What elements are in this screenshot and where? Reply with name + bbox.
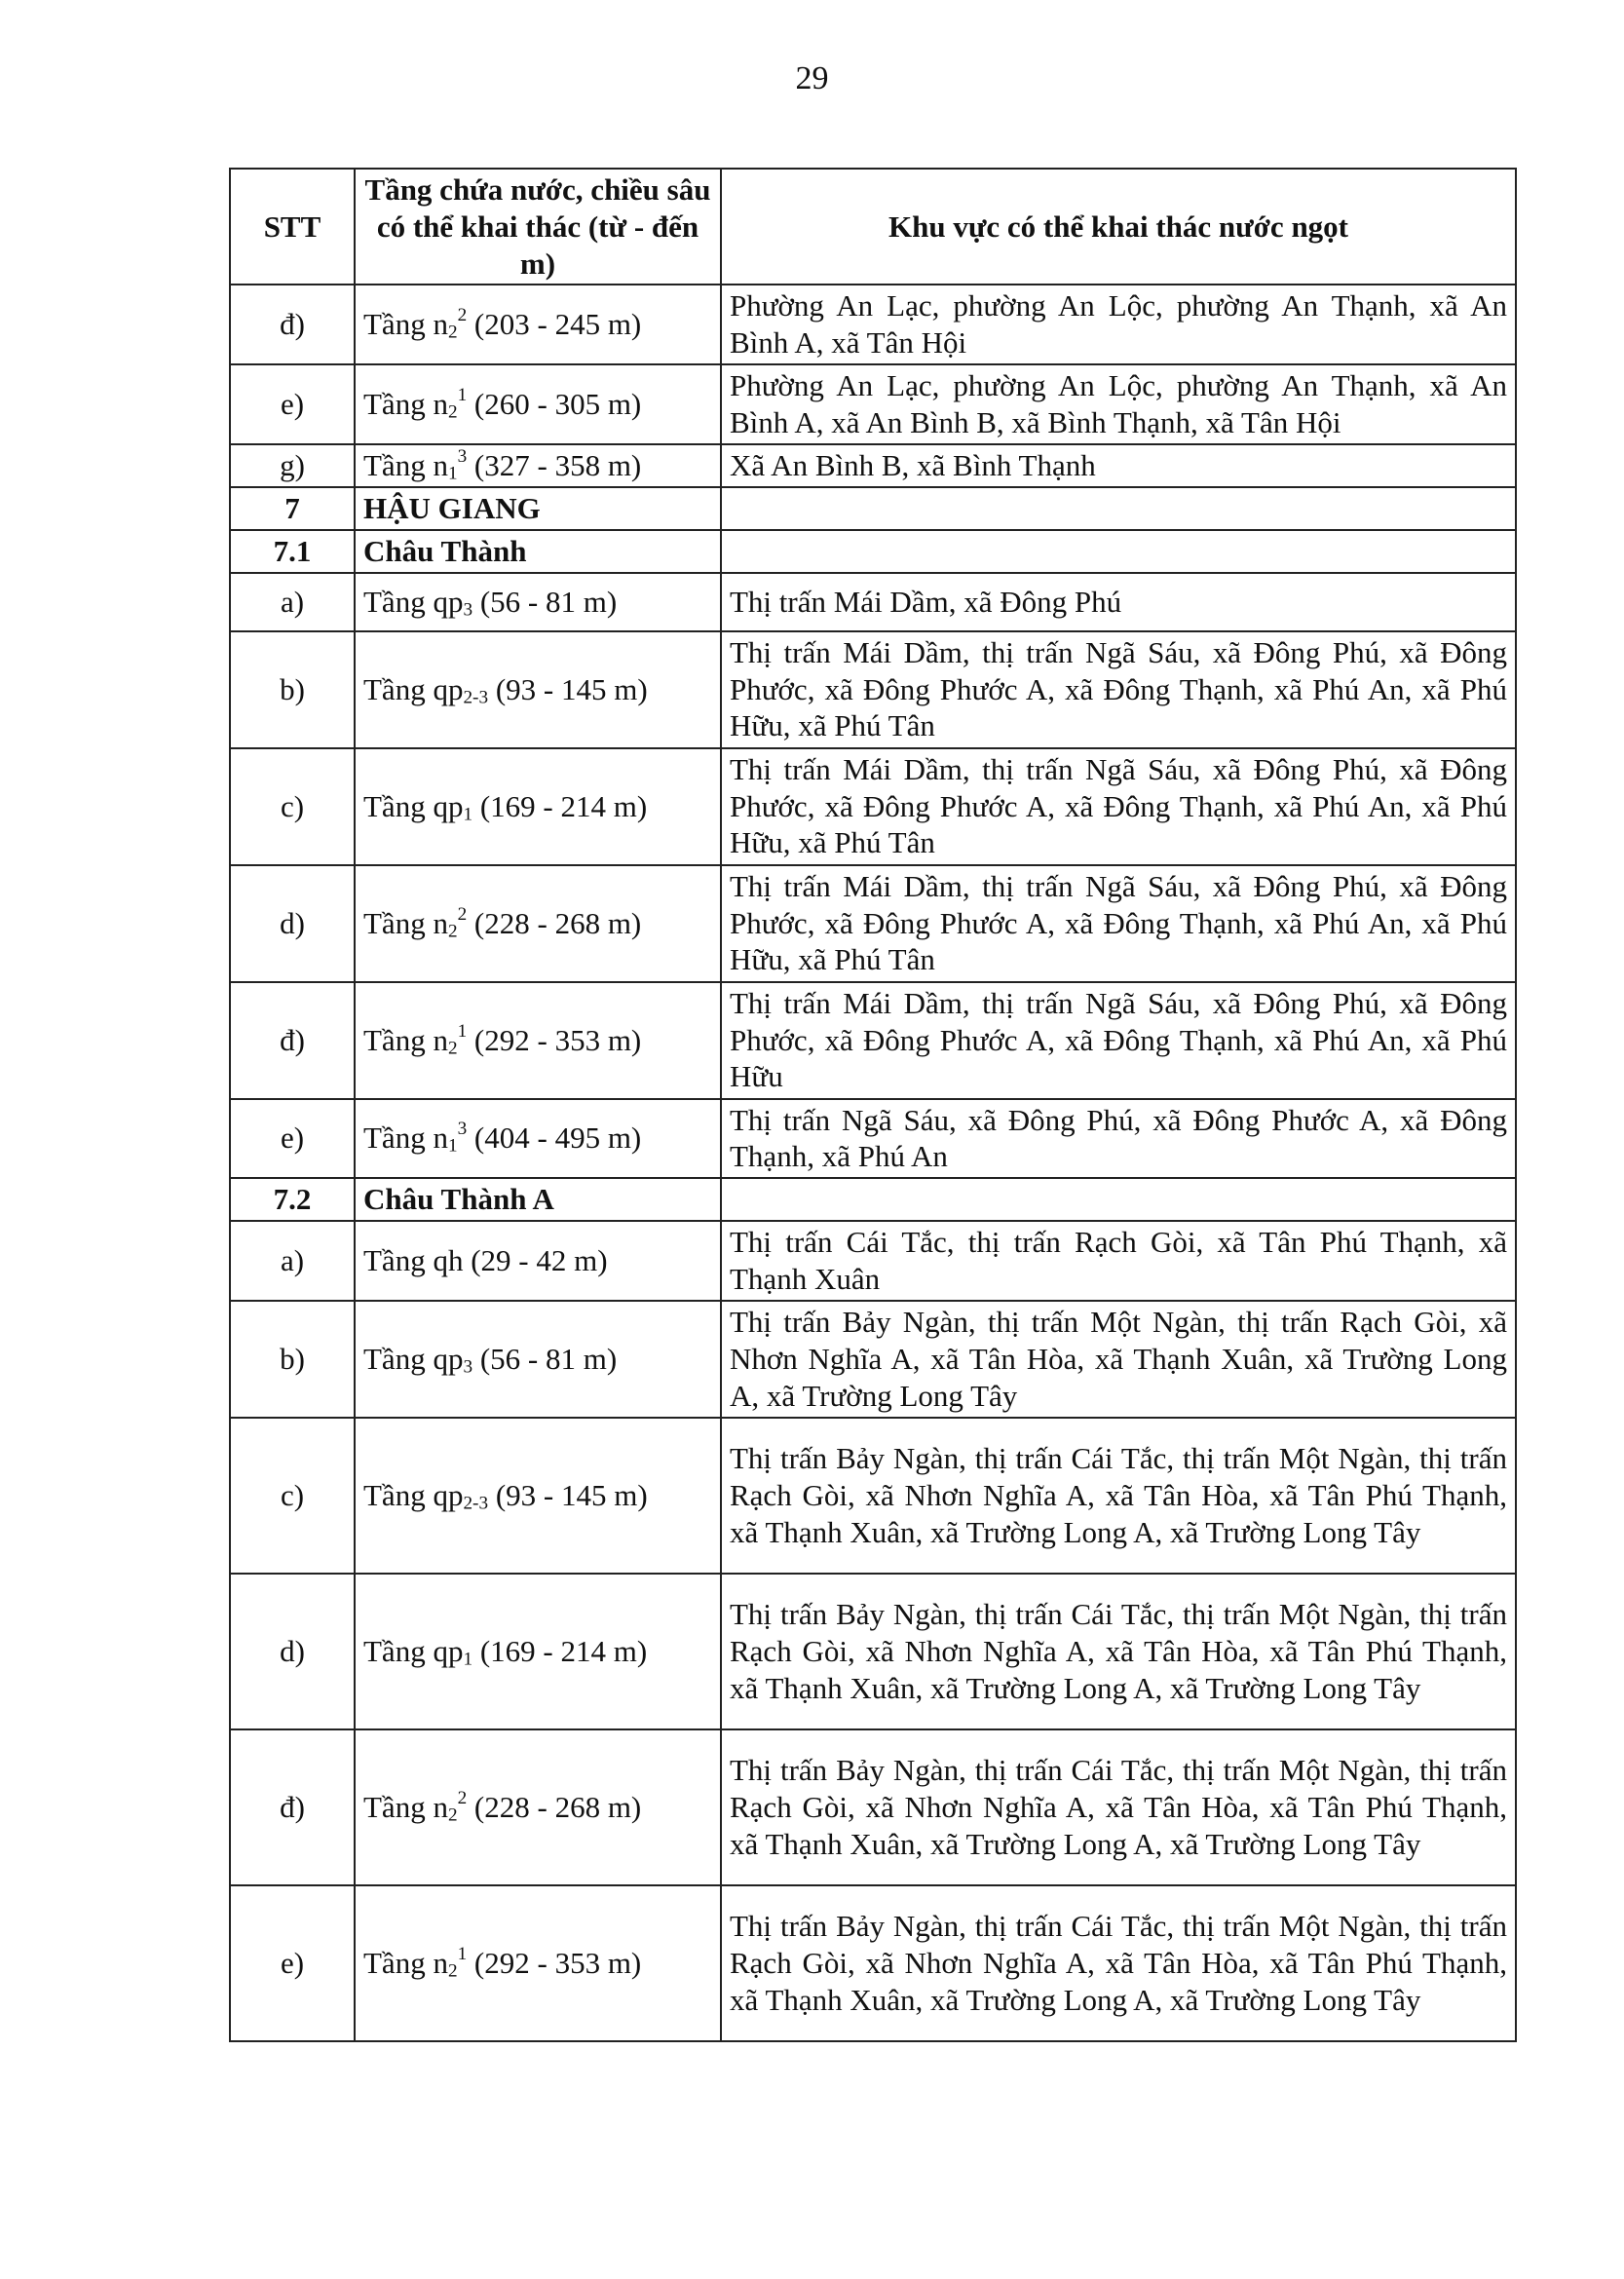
- area-cell: Phường An Lạc, phường An Lộc, phường An Thạnh, xã An Bình A, xã Tân Hội: [721, 285, 1516, 364]
- table-row: [230, 1729, 1516, 1885]
- table-row: [230, 865, 1516, 982]
- stt-cell: e): [230, 364, 355, 444]
- area-cell: Thị trấn Cái Tắc, thị trấn Rạch Gòi, xã Tân Phú Thạnh, xã Thạnh Xuân: [721, 1221, 1516, 1301]
- stt-cell: e): [230, 1885, 355, 2041]
- table-row: [230, 573, 1516, 631]
- stt-cell: d): [230, 865, 355, 982]
- stt-cell: đ): [230, 285, 355, 364]
- group-row: [230, 487, 1516, 530]
- table-row: [230, 1099, 1516, 1179]
- empty-area-cell: [721, 530, 1516, 573]
- stt-cell: 7.2: [230, 1178, 355, 1221]
- area-cell: Thị trấn Bảy Ngàn, thị trấn Cái Tắc, thị trấn Một Ngàn, thị trấn Rạch Gòi, xã Nhơn Nghĩa A, xã Tân Hòa, xã Tân Phú Thạnh, xã Thạnh Xuân, xã Trường Long A, xã Trường Long Tây: [721, 1729, 1516, 1885]
- layer-cell: Tầng $n_2^1$ (292 - 353 m): [355, 1885, 721, 2041]
- layer-subscript: 2: [447, 322, 458, 343]
- layer-cell: Tầng $n_2^1$ (292 - 353 m): [355, 982, 721, 1099]
- area-cell: Thị trấn Bảy Ngàn, thị trấn Một Ngàn, thị trấn Rạch Gòi, xã Nhơn Nghĩa A, xã Tân Hòa, xã Thạnh Xuân, xã Trường Long A, xã Trường Long Tây: [721, 1301, 1516, 1418]
- layer-cell: Tầng $qp_{2-3}$ (93 - 145 m): [355, 1418, 721, 1574]
- stt-cell: a): [230, 1221, 355, 1301]
- area-cell: Thị trấn Ngã Sáu, xã Đông Phú, xã Đông Phước A, xã Đông Thạnh, xã Phú An: [721, 1099, 1516, 1179]
- table-row: [230, 1418, 1516, 1574]
- area-cell: Thị trấn Mái Dầm, thị trấn Ngã Sáu, xã Đông Phú, xã Đông Phước, xã Đông Phước A, xã Đông Thạnh, xã Phú An, xã Phú Hữu: [721, 982, 1516, 1099]
- header-layer: Tầng chứa nước, chiều sâu có thể khai thác (từ - đến m): [355, 169, 721, 285]
- layer-superscript: 3: [457, 445, 468, 467]
- stt-cell: a): [230, 573, 355, 631]
- layer-superscript: 2: [457, 1788, 468, 1809]
- aquifer-table: [229, 168, 1517, 2042]
- table-row: [230, 1221, 1516, 1301]
- layer-cell: Tầng $n_1^3$ (404 - 495 m): [355, 1099, 721, 1179]
- layer-subscript: 2: [447, 1960, 458, 1982]
- layer-cell: Tầng $qp_3$ (56 - 81 m): [355, 573, 721, 631]
- layer-subscript: 2-3: [463, 1493, 489, 1514]
- layer-cell: Tầng $n_2^2$ (228 - 268 m): [355, 1729, 721, 1885]
- table-row: [230, 631, 1516, 748]
- layer-superscript: 2: [457, 305, 468, 326]
- layer-subscript: 2: [447, 1804, 458, 1826]
- layer-cell: Tầng $n_2^2$ (203 - 245 m): [355, 285, 721, 364]
- layer-superscript: 2: [457, 903, 468, 925]
- stt-cell: b): [230, 1301, 355, 1418]
- table-body: [230, 285, 1516, 2040]
- layer-subscript: 3: [463, 1356, 473, 1378]
- layer-cell: Tầng $n_2^2$ (228 - 268 m): [355, 865, 721, 982]
- area-cell: Phường An Lạc, phường An Lộc, phường An Thạnh, xã An Bình A, xã An Bình B, xã Bình Thạnh, xã Tân Hội: [721, 364, 1516, 444]
- table-row: [230, 1301, 1516, 1418]
- layer-cell: Tầng $qp_1$ (169 - 214 m): [355, 1574, 721, 1729]
- layer-cell: Tầng $qp_{2-3}$ (93 - 145 m): [355, 631, 721, 748]
- area-cell: Thị trấn Bảy Ngàn, thị trấn Cái Tắc, thị trấn Một Ngàn, thị trấn Rạch Gòi, xã Nhơn Nghĩa A, xã Tân Hòa, xã Tân Phú Thạnh, xã Thạnh Xuân, xã Trường Long A, xã Trường Long Tây: [721, 1885, 1516, 2041]
- header-stt: STT: [230, 169, 355, 285]
- area-cell: Thị trấn Mái Dầm, thị trấn Ngã Sáu, xã Đông Phú, xã Đông Phước, xã Đông Phước A, xã Đông Thạnh, xã Phú An, xã Phú Hữu, xã Phú Tân: [721, 865, 1516, 982]
- layer-superscript: 1: [457, 1944, 468, 1965]
- stt-cell: đ): [230, 1729, 355, 1885]
- layer-subscript: 1: [463, 804, 473, 825]
- area-cell: Thị trấn Bảy Ngàn, thị trấn Cái Tắc, thị trấn Một Ngàn, thị trấn Rạch Gòi, xã Nhơn Nghĩa A, xã Tân Hòa, xã Tân Phú Thạnh, xã Thạnh Xuân, xã Trường Long A, xã Trường Long Tây: [721, 1418, 1516, 1574]
- table-header-row: [230, 169, 1516, 285]
- layer-cell: Tầng $n_2^1$ (260 - 305 m): [355, 364, 721, 444]
- layer-cell: Tầng $qp_1$ (169 - 214 m): [355, 748, 721, 865]
- area-cell: Thị trấn Mái Dầm, thị trấn Ngã Sáu, xã Đông Phú, xã Đông Phước, xã Đông Phước A, xã Đông Thạnh, xã Phú An, xã Phú Hữu, xã Phú Tân: [721, 631, 1516, 748]
- header-area: Khu vực có thể khai thác nước ngọt: [721, 169, 1516, 285]
- empty-area-cell: [721, 1178, 1516, 1221]
- layer-superscript: 1: [457, 1020, 468, 1042]
- area-cell: Xã An Bình B, xã Bình Thạnh: [721, 444, 1516, 487]
- group-name-cell: Châu Thành: [355, 530, 721, 573]
- table-row: [230, 364, 1516, 444]
- group-row: [230, 530, 1516, 573]
- table-row: [230, 444, 1516, 487]
- stt-cell: 7.1: [230, 530, 355, 573]
- layer-cell: Tầng $qp_3$ (56 - 81 m): [355, 1301, 721, 1418]
- layer-cell: Tầng $n_1^3$ (327 - 358 m): [355, 444, 721, 487]
- table-row: [230, 748, 1516, 865]
- layer-subscript: 1: [447, 1135, 458, 1157]
- area-cell: Thị trấn Mái Dầm, xã Đông Phú: [721, 573, 1516, 631]
- stt-cell: c): [230, 748, 355, 865]
- table-row: [230, 1885, 1516, 2041]
- layer-subscript: 2: [447, 1038, 458, 1059]
- group-name-cell: HẬU GIANG: [355, 487, 721, 530]
- layer-subscript: 1: [447, 463, 458, 484]
- group-row: [230, 1178, 1516, 1221]
- stt-cell: 7: [230, 487, 355, 530]
- stt-cell: đ): [230, 982, 355, 1099]
- page-number: 29: [795, 60, 829, 96]
- table-row: [230, 285, 1516, 364]
- stt-cell: e): [230, 1099, 355, 1179]
- empty-area-cell: [721, 487, 1516, 530]
- table-row: [230, 982, 1516, 1099]
- layer-subscript: 2: [447, 401, 458, 423]
- stt-cell: b): [230, 631, 355, 748]
- area-cell: Thị trấn Bảy Ngàn, thị trấn Cái Tắc, thị trấn Một Ngàn, thị trấn Rạch Gòi, xã Nhơn Nghĩa A, xã Tân Hòa, xã Tân Phú Thạnh, xã Thạnh Xuân, xã Trường Long A, xã Trường Long Tây: [721, 1574, 1516, 1729]
- layer-subscript: 2: [447, 921, 458, 942]
- layer-subscript: 3: [463, 599, 473, 621]
- group-name-cell: Châu Thành A: [355, 1178, 721, 1221]
- layer-superscript: 3: [457, 1119, 468, 1140]
- layer-subscript: 1: [463, 1649, 473, 1670]
- stt-cell: d): [230, 1574, 355, 1729]
- stt-cell: g): [230, 444, 355, 487]
- table-row: [230, 1574, 1516, 1729]
- layer-subscript: 2-3: [463, 687, 489, 708]
- area-cell: Thị trấn Mái Dầm, thị trấn Ngã Sáu, xã Đông Phú, xã Đông Phước, xã Đông Phước A, xã Đông Thạnh, xã Phú An, xã Phú Hữu, xã Phú Tân: [721, 748, 1516, 865]
- stt-cell: c): [230, 1418, 355, 1574]
- layer-cell: Tầng qh (29 - 42 m): [355, 1221, 721, 1301]
- layer-superscript: 1: [457, 385, 468, 406]
